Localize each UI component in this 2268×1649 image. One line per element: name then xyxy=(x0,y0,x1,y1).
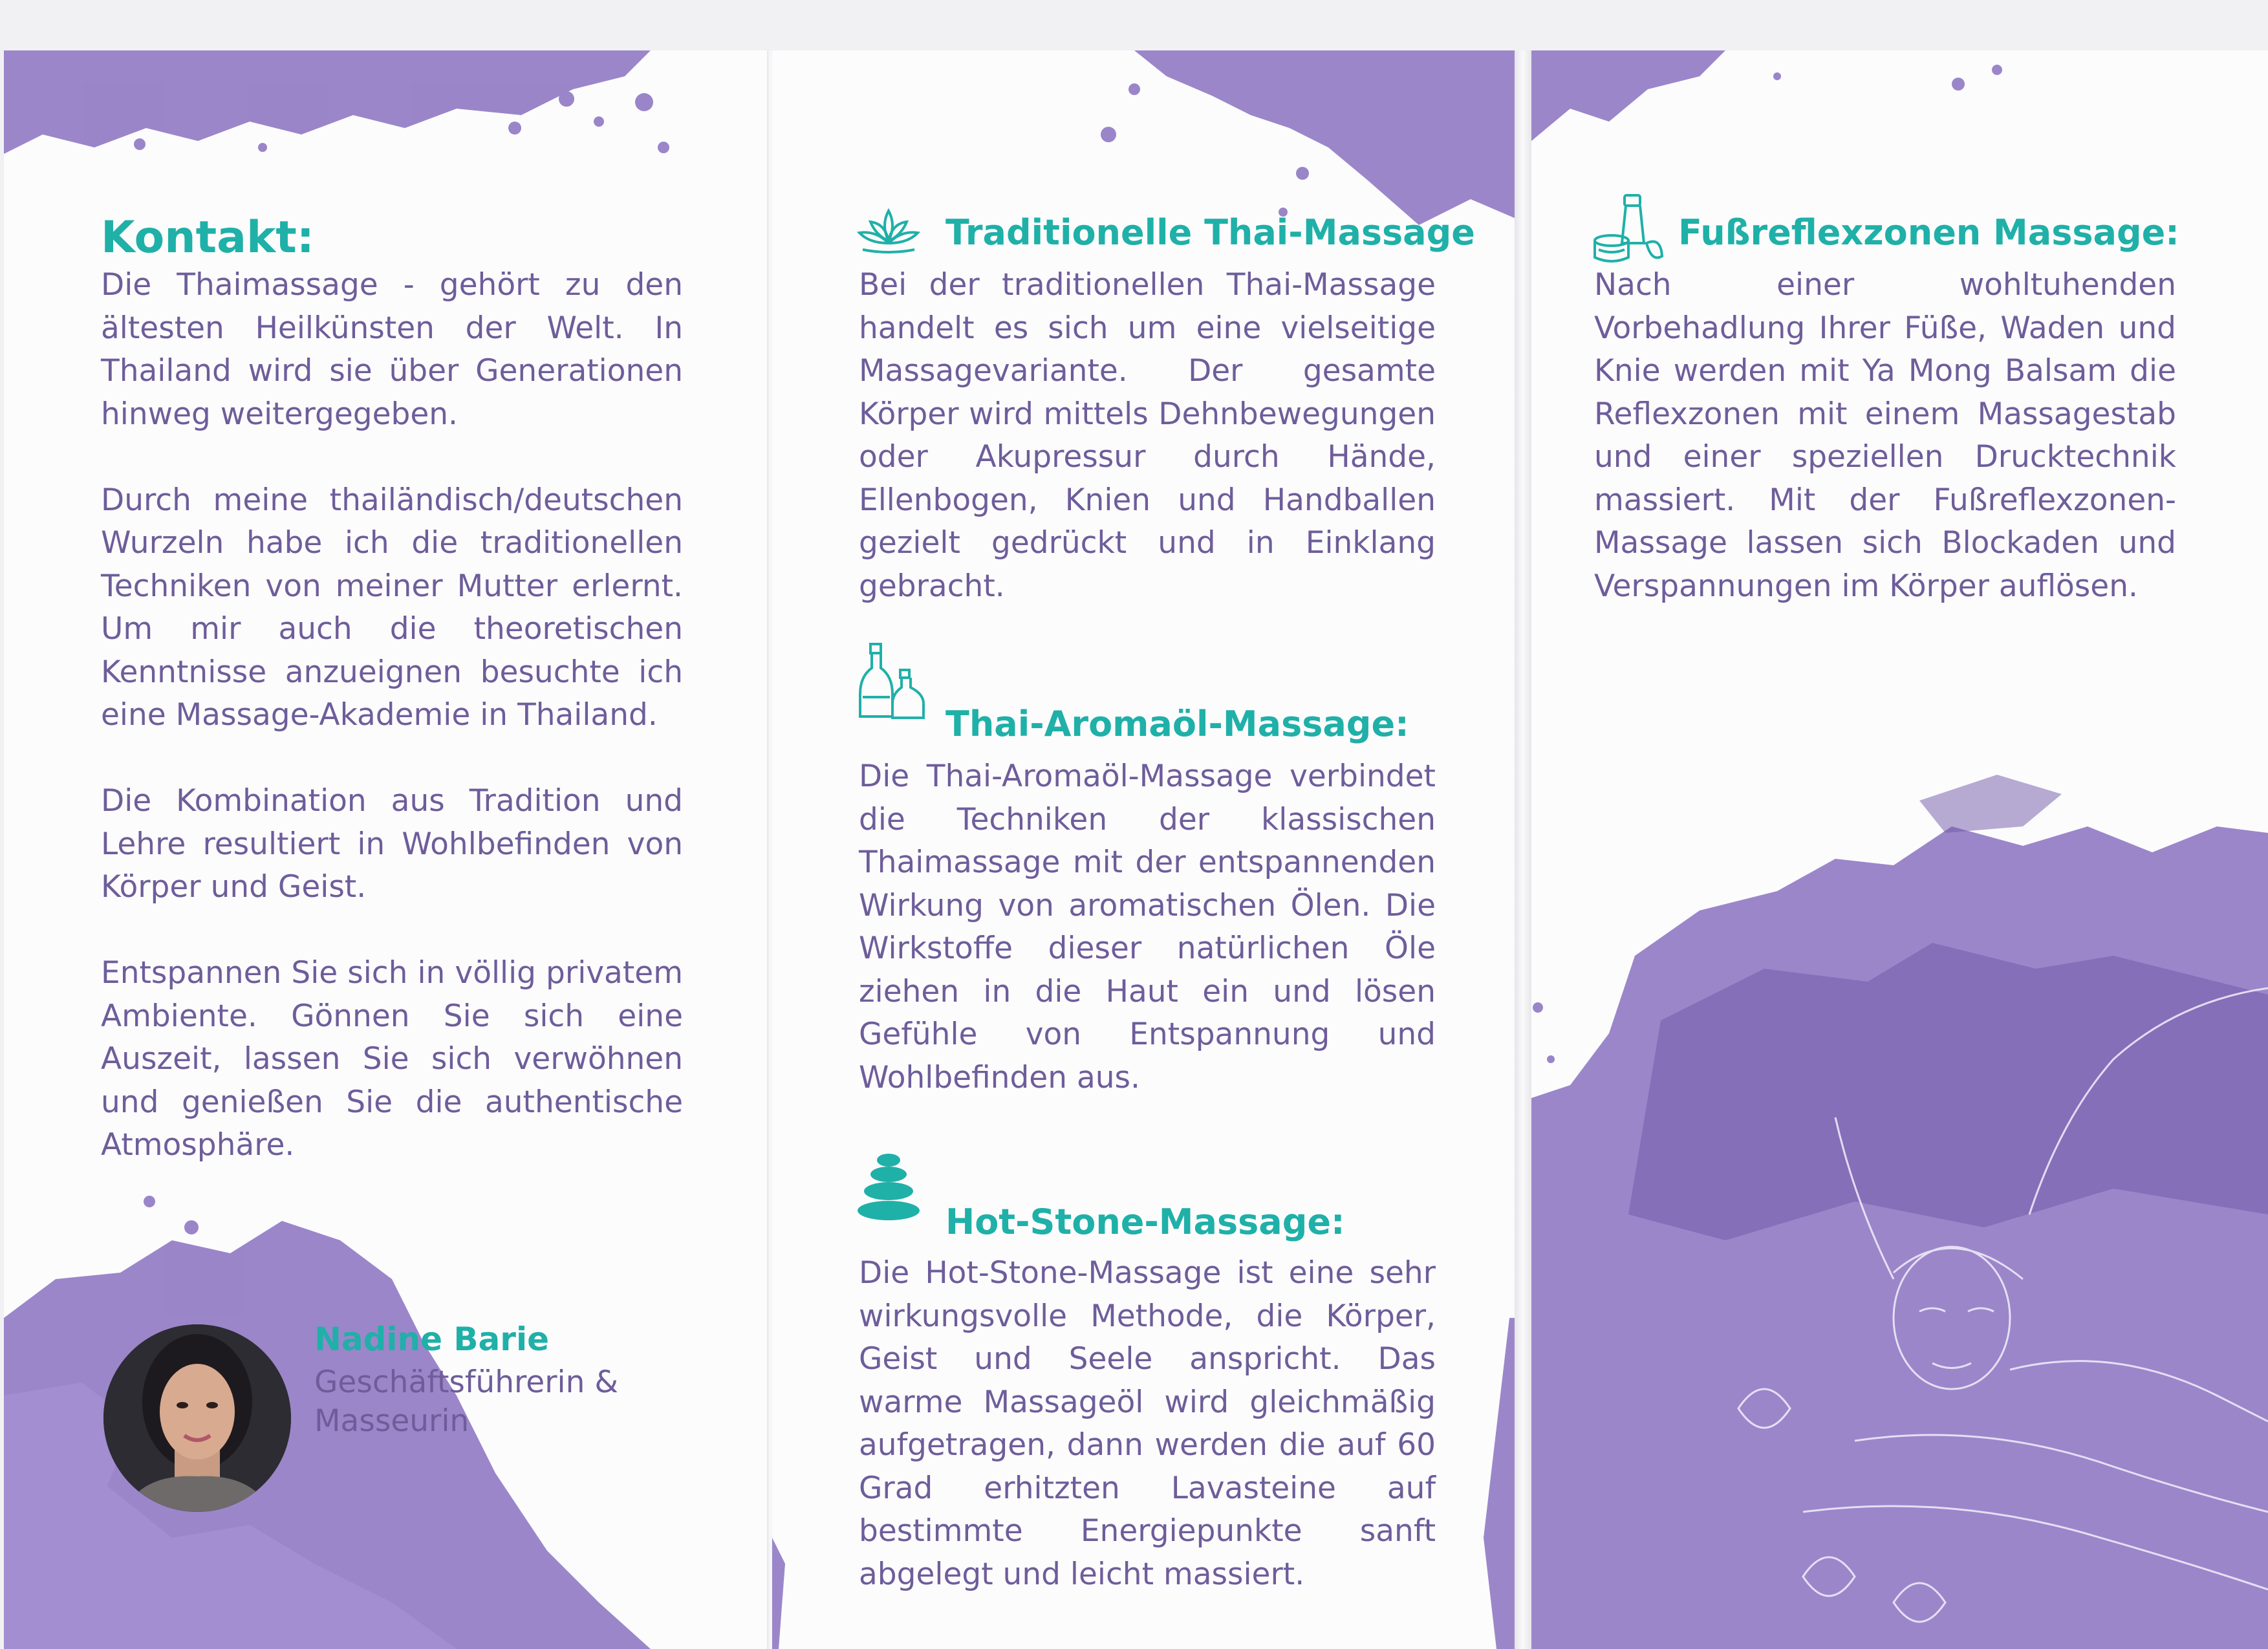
panel-reflexology xyxy=(1531,50,2268,1649)
avatar xyxy=(103,1324,291,1512)
contact-text xyxy=(101,264,683,1167)
oil-bottles-icon xyxy=(856,639,927,723)
contact-paragraph: Die Kombination aus Tradition und Lehre resultiert in Wohlbefinden von Körper und Geist. xyxy=(101,783,683,905)
lotus-icon xyxy=(856,206,921,257)
contact-heading: Kontakt: xyxy=(101,212,314,263)
balm-jar-icon xyxy=(1590,191,1667,269)
service-title: Hot-Stone-Massage: xyxy=(945,1202,1345,1242)
service-title: Fußreflexzonen Massage: xyxy=(1678,212,2179,253)
hot-stones-icon xyxy=(856,1150,921,1221)
service-text xyxy=(859,755,1436,1099)
service-paragraph: Nach einer wohltuhenden Vorbehadlung Ihrer Füße, Waden und Knie werden mit Ya Mong Balsam die Reflexzonen mit einem Massagestab und einer speziellen Drucktechnik massiert. Mit der Fußreflexzonen-Massage lassen sich Blockaden und Verspannungen im Körper auflösen. xyxy=(1594,267,2176,604)
panel-contact xyxy=(4,50,771,1649)
contact-paragraph: Entspannen Sie sich in völlig privatem Ambiente. Gönnen Sie sich eine Auszeit, lassen Sie sich verwöhnen und genießen Sie die authentische Atmosphäre. xyxy=(101,955,683,1163)
service-text xyxy=(1594,264,2176,608)
service-title: Thai-Aromaöl-Massage: xyxy=(945,704,1409,744)
contact-paragraph: Durch meine thailändisch/deutschen Wurzeln habe ich die traditionellen Techniken von meiner Mutter erlernt. Um mir auch die theoretischen Kenntnisse anzueignen besuchte ich eine Massage-Akademie in Thailand. xyxy=(101,482,683,733)
panel-services xyxy=(772,50,1516,1649)
service-title: Traditionelle Thai-Massage xyxy=(945,212,1475,253)
service-paragraph: Bei der traditionellen Thai-Massage handelt es sich um eine vielseitige Massagevariante. Der gesamte Körper wird mittels Dehnbewegungen oder Akupressur durch Hände, Ellenbogen, Knien und Handballen gezielt gedrückt und in Einklang gebracht. xyxy=(859,267,1436,604)
fold-line xyxy=(1515,50,1533,1649)
owner-role: Geschäftsführerin & Masseurin xyxy=(314,1364,618,1439)
service-text xyxy=(859,264,1436,608)
owner-name: Nadine Barie xyxy=(314,1320,549,1358)
service-paragraph: Die Thai-Aromaöl-Massage verbindet die Techniken der klassischen Thaimassage mit der entspannenden Wirkung von aromatischen Ölen. Die Wirkstoffe dieser natürlichen Öle ziehen in die Haut ein und lösen Gefühle von Entspannung und Wohlbefinden aus. xyxy=(859,759,1436,1095)
service-text xyxy=(859,1252,1436,1596)
contact-paragraph: Die Thaimassage - gehört zu den ältesten Heilkünsten der Welt. In Thailand wird sie über Generationen hinweg weitergegeben. xyxy=(101,267,683,432)
service-paragraph: Die Hot-Stone-Massage ist eine sehr wirkungsvolle Methode, die Körper, Geist und Seele anspricht. Das warme Massageöl wird gleichmäßig aufgetragen, dann werden die auf 60 Grad erhitzten Lavasteine auf bestimmte Energiepunkte sanft abgelegt und leicht massiert. xyxy=(859,1255,1436,1592)
